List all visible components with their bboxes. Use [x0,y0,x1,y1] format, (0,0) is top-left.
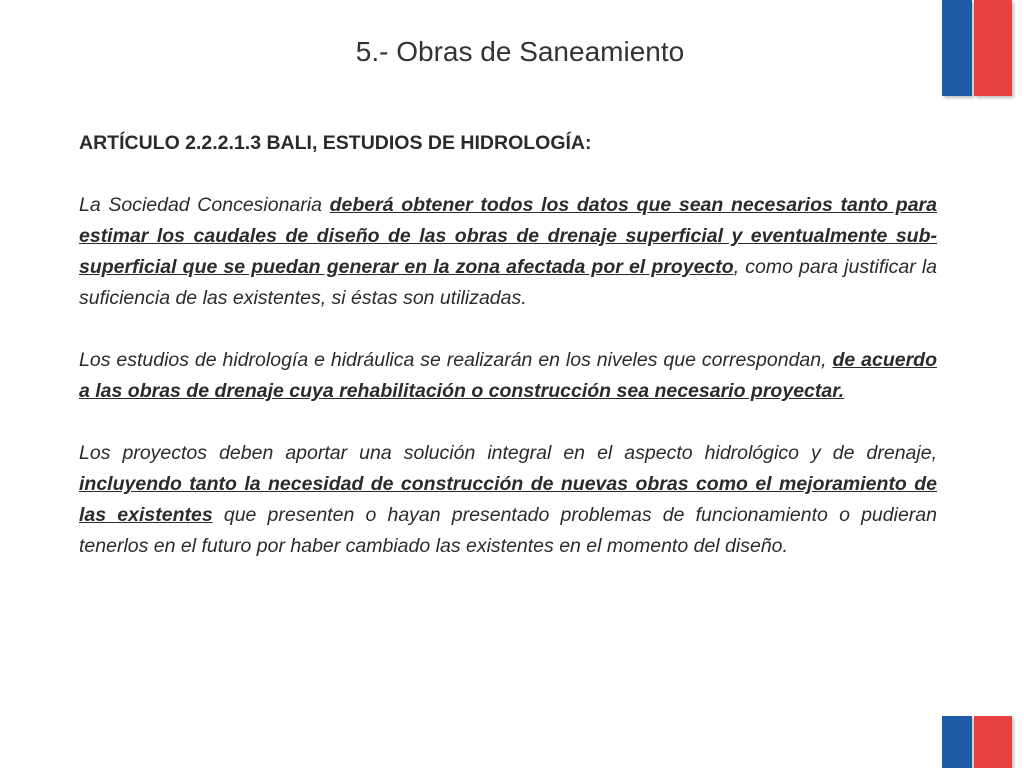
flag-decoration-bottom [942,716,1014,768]
paragraph-2-text-a: Los estudios de hidrología e hidráulica se realizarán en los niveles que correspondan, [79,349,833,371]
paragraph-1 [79,190,937,314]
slide-body [79,128,937,593]
paragraph-1-text-a: La Sociedad Concesionaria [79,194,330,216]
slide-title: 5.- Obras de Saneamiento [355,36,685,67]
paragraph-3-emphasis: incluyendo tanto la necesidad de construcción de nuevas obras como el mejoramiento de las existentes [79,473,937,526]
paragraph-3-text-b: que presenten o hayan presentado problemas de funcionamiento o pudieran tenerlos en el futuro por haber cambiado las existentes en el momento del diseño. [79,504,937,557]
paragraph-2 [79,345,937,407]
article-heading: ARTÍCULO 2.2.2.1.3 BALI, ESTUDIOS DE HIDROLOGÍA: [79,132,592,154]
paragraph-1-text-b: , como para justificar la suficiencia de las existentes, si éstas son utilizadas. [79,256,937,309]
paragraph-1-emphasis: deberá obtener todos los datos que sean necesarios tanto para estimar los caudales de diseño de las obras de drenaje superficial y eventualmente sub-superficial que se puedan generar en la zona afectada por el proyecto [79,194,937,278]
flag-red-stripe [974,716,1012,768]
paragraph-3-text-a: Los proyectos deben aportar una solución integral en el aspecto hidrológico y de drenaje, [79,442,937,464]
flag-blue-stripe [942,716,972,768]
paragraph-3 [79,438,937,562]
paragraph-2-emphasis: de acuerdo a las obras de drenaje cuya rehabilitación o construcción sea necesario proyectar. [79,349,937,402]
